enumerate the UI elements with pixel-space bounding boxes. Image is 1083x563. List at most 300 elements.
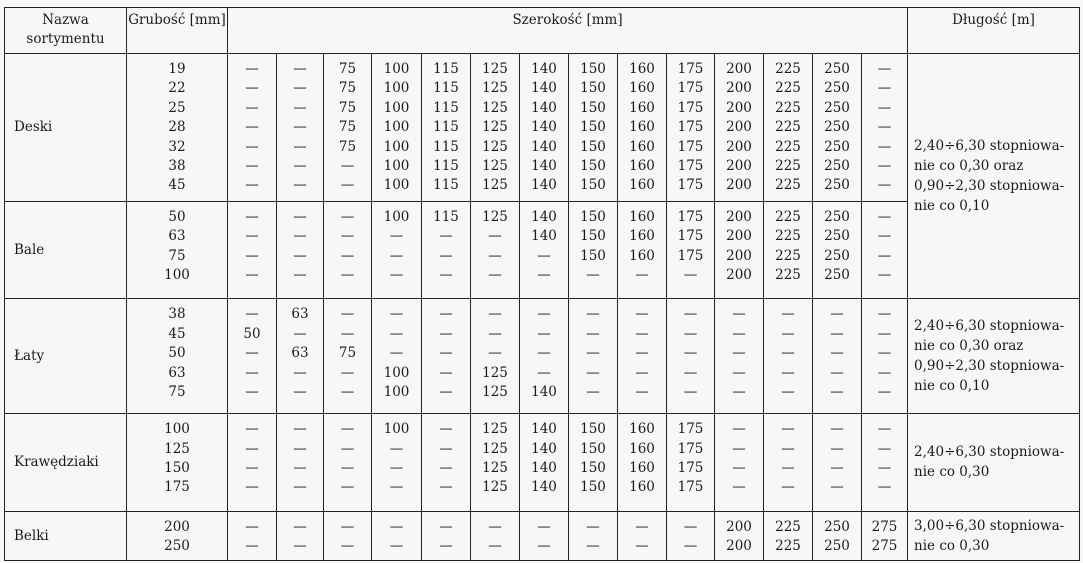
width-value: 125 bbox=[482, 364, 508, 381]
width-value: — bbox=[439, 228, 453, 245]
width-cell bbox=[422, 54, 471, 202]
width-value: 140 bbox=[531, 228, 557, 245]
width-value: 175 bbox=[677, 421, 704, 438]
width-value: — bbox=[877, 208, 892, 225]
width-value: — bbox=[781, 384, 795, 400]
width-value: — bbox=[293, 267, 307, 284]
width-value: — bbox=[537, 364, 551, 381]
width-value: 200 bbox=[726, 80, 752, 97]
thickness-cell bbox=[127, 299, 228, 414]
width-value: 160 bbox=[629, 61, 655, 77]
width-value: — bbox=[586, 518, 600, 535]
width-value: — bbox=[245, 138, 259, 155]
width-value: — bbox=[293, 538, 307, 555]
width-value: — bbox=[781, 421, 795, 438]
width-value: — bbox=[488, 267, 502, 284]
width-value: — bbox=[635, 518, 649, 535]
width-value: — bbox=[245, 306, 259, 323]
width-cell bbox=[324, 511, 372, 560]
width-cell bbox=[277, 201, 324, 299]
width-value: 125 bbox=[482, 138, 508, 155]
width-value: 100 bbox=[383, 119, 410, 136]
width-value: 250 bbox=[824, 267, 850, 284]
width-value: — bbox=[635, 306, 649, 323]
width-value: — bbox=[683, 538, 698, 555]
width-value: 100 bbox=[383, 364, 410, 381]
width-value: — bbox=[340, 459, 355, 476]
width-value: — bbox=[635, 538, 649, 555]
width-value: 150 bbox=[580, 119, 606, 136]
width-value: — bbox=[439, 364, 453, 381]
width-value: — bbox=[635, 267, 649, 284]
width-value: — bbox=[389, 325, 404, 342]
width-value: — bbox=[245, 364, 259, 381]
width-value: — bbox=[439, 518, 453, 535]
width-value: 160 bbox=[629, 208, 655, 225]
width-value: 125 bbox=[482, 177, 508, 194]
width-cell bbox=[764, 414, 813, 512]
width-value: — bbox=[245, 267, 259, 284]
length-text-line: 2,40÷6,30 stopniowa- bbox=[914, 138, 1065, 155]
width-value: 225 bbox=[775, 177, 801, 194]
width-value: — bbox=[732, 459, 746, 476]
width-value: 75 bbox=[338, 119, 357, 136]
width-value: 160 bbox=[629, 421, 655, 438]
width-value: — bbox=[439, 538, 453, 555]
width-value: 50 bbox=[243, 325, 261, 342]
width-cell bbox=[764, 54, 813, 202]
width-value: — bbox=[635, 345, 649, 362]
width-value: 225 bbox=[775, 99, 801, 116]
width-cell bbox=[228, 299, 277, 414]
width-value: 225 bbox=[775, 61, 801, 77]
width-value: — bbox=[877, 157, 892, 174]
width-value: — bbox=[245, 99, 259, 116]
width-value: — bbox=[293, 61, 307, 77]
width-cell bbox=[813, 201, 862, 299]
width-cell bbox=[862, 299, 908, 414]
width-cell bbox=[520, 54, 569, 202]
width-value: — bbox=[245, 119, 259, 136]
width-value: 200 bbox=[726, 177, 752, 194]
width-cell bbox=[618, 511, 667, 560]
length-text-line: 3,00÷6,30 stopniowa- bbox=[914, 517, 1065, 534]
width-value: — bbox=[830, 325, 844, 342]
width-cell bbox=[569, 299, 618, 414]
length-text-line: nie co 0,10 bbox=[914, 198, 990, 215]
width-value: — bbox=[293, 138, 307, 155]
width-value: 150 bbox=[580, 80, 606, 97]
width-value: 115 bbox=[433, 157, 459, 174]
width-cell bbox=[422, 201, 471, 299]
width-value: — bbox=[877, 80, 892, 97]
width-value: — bbox=[683, 364, 698, 381]
width-value: — bbox=[732, 421, 746, 438]
width-value: 160 bbox=[629, 119, 655, 136]
width-value: 140 bbox=[531, 61, 557, 77]
width-value: — bbox=[683, 345, 698, 362]
width-cell bbox=[471, 414, 520, 512]
width-value: 115 bbox=[433, 138, 459, 155]
width-value: — bbox=[245, 421, 259, 438]
width-value: — bbox=[245, 228, 259, 245]
width-value: — bbox=[877, 99, 892, 116]
width-value: 125 bbox=[482, 80, 508, 97]
width-value: 250 bbox=[824, 177, 850, 194]
width-cell bbox=[324, 54, 372, 202]
width-value: 175 bbox=[677, 247, 704, 264]
width-value: — bbox=[245, 538, 259, 555]
width-value: — bbox=[293, 440, 307, 457]
width-cell bbox=[569, 54, 618, 202]
width-value: 150 bbox=[580, 157, 606, 174]
width-value: — bbox=[586, 325, 600, 342]
thickness-cell bbox=[127, 414, 228, 512]
header-width: Szerokość [mm] bbox=[228, 8, 908, 54]
width-value: — bbox=[877, 228, 892, 245]
width-value: 250 bbox=[824, 157, 850, 174]
width-cell bbox=[324, 299, 372, 414]
width-value: 140 bbox=[531, 384, 557, 400]
width-cell bbox=[813, 511, 862, 560]
width-value: — bbox=[781, 479, 795, 496]
assortment-name: Krawędziaki bbox=[5, 414, 127, 512]
width-value: — bbox=[293, 325, 307, 342]
width-value: — bbox=[245, 479, 259, 496]
width-value: 225 bbox=[775, 247, 801, 264]
width-value: — bbox=[245, 177, 259, 194]
width-value: 115 bbox=[433, 119, 459, 136]
width-value: — bbox=[245, 208, 259, 225]
width-value: 200 bbox=[726, 228, 752, 245]
width-cell bbox=[471, 201, 520, 299]
width-value: — bbox=[340, 440, 355, 457]
width-cell bbox=[569, 414, 618, 512]
width-value: — bbox=[340, 267, 355, 284]
width-cell bbox=[715, 414, 764, 512]
width-cell bbox=[372, 414, 422, 512]
width-value: 225 bbox=[775, 208, 801, 225]
width-cell bbox=[715, 54, 764, 202]
width-cell bbox=[277, 54, 324, 202]
width-value: — bbox=[340, 157, 355, 174]
width-value: — bbox=[389, 518, 404, 535]
width-value: 140 bbox=[531, 80, 557, 97]
width-value: — bbox=[439, 459, 453, 476]
thickness-value: 250 bbox=[164, 538, 190, 555]
width-value: 125 bbox=[482, 119, 508, 136]
header-thickness: Grubość [mm] bbox=[127, 8, 228, 54]
width-value: — bbox=[781, 325, 795, 342]
width-value: — bbox=[877, 325, 892, 342]
width-value: — bbox=[683, 325, 698, 342]
width-value: — bbox=[293, 459, 307, 476]
width-cell bbox=[520, 201, 569, 299]
thickness-value: 100 bbox=[164, 267, 190, 284]
width-value: 150 bbox=[580, 228, 606, 245]
width-value: 75 bbox=[338, 138, 357, 155]
width-cell bbox=[277, 511, 324, 560]
width-cell bbox=[569, 511, 618, 560]
width-value: 125 bbox=[482, 421, 508, 438]
width-value: 200 bbox=[726, 538, 752, 555]
width-value: — bbox=[537, 247, 551, 264]
table-body bbox=[5, 54, 1080, 561]
width-value: 250 bbox=[824, 99, 850, 116]
width-value: — bbox=[877, 345, 892, 362]
length-text-line: 2,40÷6,30 stopniowa- bbox=[914, 318, 1065, 335]
width-value: 225 bbox=[775, 538, 801, 555]
width-value: 115 bbox=[433, 80, 459, 97]
width-value: — bbox=[877, 306, 892, 323]
width-value: 250 bbox=[824, 138, 850, 155]
width-value: — bbox=[245, 157, 259, 174]
width-value: 100 bbox=[383, 384, 410, 400]
width-value: — bbox=[293, 228, 307, 245]
width-value: 125 bbox=[482, 384, 508, 400]
thickness-value: 28 bbox=[168, 119, 186, 136]
width-value: 175 bbox=[677, 80, 704, 97]
width-value: 100 bbox=[383, 208, 410, 225]
width-value: 225 bbox=[775, 518, 801, 535]
width-cell bbox=[618, 201, 667, 299]
width-value: — bbox=[293, 247, 307, 264]
width-value: — bbox=[635, 384, 649, 400]
width-value: — bbox=[781, 306, 795, 323]
thickness-value: 125 bbox=[164, 440, 190, 457]
width-value: — bbox=[389, 267, 404, 284]
length-cell bbox=[908, 54, 1080, 299]
width-value: — bbox=[293, 119, 307, 136]
width-value: — bbox=[683, 384, 698, 400]
width-value: 160 bbox=[629, 157, 655, 174]
width-value: — bbox=[830, 440, 844, 457]
width-value: — bbox=[732, 345, 746, 362]
width-value: 175 bbox=[677, 61, 704, 77]
lumber-dimensions-table bbox=[4, 7, 1080, 561]
width-value: 140 bbox=[531, 208, 557, 225]
table-row bbox=[5, 511, 1080, 560]
width-cell bbox=[277, 414, 324, 512]
width-value: 200 bbox=[726, 267, 752, 284]
width-cell bbox=[422, 414, 471, 512]
width-cell bbox=[372, 511, 422, 560]
thickness-value: 45 bbox=[168, 325, 186, 342]
width-value: — bbox=[732, 384, 746, 400]
width-value: 175 bbox=[677, 479, 704, 496]
width-cell bbox=[764, 299, 813, 414]
width-value: — bbox=[586, 267, 600, 284]
header-name: Nazwa sortymentu bbox=[5, 8, 127, 54]
width-value: 140 bbox=[531, 440, 557, 457]
length-text-line: nie co 0,10 bbox=[914, 378, 990, 395]
thickness-cell bbox=[127, 201, 228, 299]
width-cell bbox=[422, 299, 471, 414]
width-value: 175 bbox=[677, 157, 704, 174]
width-value: — bbox=[439, 421, 453, 438]
width-value: — bbox=[488, 325, 502, 342]
width-value: 125 bbox=[482, 99, 508, 116]
length-cell bbox=[908, 414, 1080, 512]
width-cell bbox=[667, 54, 715, 202]
width-value: 150 bbox=[580, 177, 606, 194]
width-value: — bbox=[537, 267, 551, 284]
length-cell bbox=[908, 299, 1080, 414]
thickness-value: 45 bbox=[168, 177, 186, 194]
width-value: 225 bbox=[775, 267, 801, 284]
width-value: — bbox=[439, 306, 453, 323]
width-cell bbox=[520, 414, 569, 512]
thickness-value: 22 bbox=[168, 80, 186, 97]
width-value: 160 bbox=[629, 80, 655, 97]
width-cell bbox=[715, 299, 764, 414]
width-value: 200 bbox=[726, 119, 752, 136]
width-value: — bbox=[877, 384, 892, 400]
length-text-line: nie co 0,30 oraz bbox=[914, 158, 1024, 175]
width-value: — bbox=[877, 421, 892, 438]
width-cell bbox=[372, 54, 422, 202]
width-cell bbox=[618, 414, 667, 512]
width-value: 160 bbox=[629, 459, 655, 476]
thickness-value: 175 bbox=[164, 479, 190, 496]
width-value: — bbox=[340, 384, 355, 400]
width-value: 250 bbox=[824, 208, 850, 225]
width-value: 275 bbox=[871, 518, 898, 535]
width-value: — bbox=[586, 364, 600, 381]
thickness-cell bbox=[127, 54, 228, 202]
width-value: — bbox=[439, 247, 453, 264]
width-value: 140 bbox=[531, 119, 557, 136]
width-value: — bbox=[877, 440, 892, 457]
width-value: — bbox=[732, 440, 746, 457]
width-value: — bbox=[537, 306, 551, 323]
width-value: 125 bbox=[482, 459, 508, 476]
width-value: — bbox=[877, 119, 892, 136]
width-cell bbox=[764, 511, 813, 560]
width-value: 250 bbox=[824, 228, 850, 245]
width-value: — bbox=[877, 364, 892, 381]
width-value: 175 bbox=[677, 459, 704, 476]
width-value: — bbox=[781, 345, 795, 362]
width-value: — bbox=[781, 364, 795, 381]
length-text-line: 0,90÷2,30 stopniowa- bbox=[914, 178, 1065, 195]
thickness-cell bbox=[127, 511, 228, 560]
width-value: 140 bbox=[531, 99, 557, 116]
width-value: — bbox=[488, 228, 502, 245]
thickness-value: 100 bbox=[164, 421, 190, 438]
width-value: 125 bbox=[482, 440, 508, 457]
width-cell bbox=[715, 201, 764, 299]
width-value: — bbox=[781, 459, 795, 476]
width-cell bbox=[764, 201, 813, 299]
width-cell bbox=[324, 414, 372, 512]
width-value: 175 bbox=[677, 99, 704, 116]
width-value: 150 bbox=[580, 479, 606, 496]
width-value: — bbox=[439, 440, 453, 457]
width-cell bbox=[813, 414, 862, 512]
assortment-name: Deski bbox=[5, 54, 127, 202]
width-value: 200 bbox=[726, 61, 752, 77]
width-value: — bbox=[488, 306, 502, 323]
width-value: — bbox=[877, 267, 892, 284]
width-value: — bbox=[877, 138, 892, 155]
thickness-value: 19 bbox=[168, 61, 186, 77]
width-value: — bbox=[245, 440, 259, 457]
thickness-value: 63 bbox=[168, 228, 186, 245]
width-value: 63 bbox=[291, 345, 309, 362]
width-value: 250 bbox=[824, 538, 850, 555]
width-value: 125 bbox=[482, 157, 508, 174]
width-value: 125 bbox=[482, 479, 508, 496]
width-value: — bbox=[340, 208, 355, 225]
width-value: — bbox=[537, 325, 551, 342]
width-value: — bbox=[340, 228, 355, 245]
width-value: 150 bbox=[580, 440, 606, 457]
width-value: 115 bbox=[433, 99, 459, 116]
width-value: — bbox=[293, 364, 307, 381]
width-cell bbox=[471, 54, 520, 202]
width-value: — bbox=[293, 177, 307, 194]
width-cell bbox=[324, 201, 372, 299]
width-value: — bbox=[340, 325, 355, 342]
width-value: — bbox=[293, 479, 307, 496]
width-value: 100 bbox=[383, 61, 410, 77]
width-value: — bbox=[488, 247, 502, 264]
length-text-line: 2,40÷6,30 stopniowa- bbox=[914, 444, 1065, 461]
width-value: — bbox=[245, 518, 259, 535]
width-cell bbox=[813, 299, 862, 414]
width-value: — bbox=[683, 306, 698, 323]
width-cell bbox=[813, 54, 862, 202]
width-value: — bbox=[877, 61, 892, 77]
width-cell bbox=[422, 511, 471, 560]
width-value: — bbox=[389, 228, 404, 245]
width-value: 150 bbox=[580, 99, 606, 116]
thickness-value: 75 bbox=[168, 247, 186, 264]
width-value: — bbox=[389, 440, 404, 457]
width-value: 160 bbox=[629, 247, 655, 264]
width-value: — bbox=[732, 364, 746, 381]
length-cell bbox=[908, 511, 1080, 560]
width-cell bbox=[618, 54, 667, 202]
width-value: — bbox=[439, 267, 453, 284]
length-text-line: 0,90÷2,30 stopniowa- bbox=[914, 358, 1065, 375]
width-value: — bbox=[877, 479, 892, 496]
width-cell bbox=[228, 511, 277, 560]
width-value: 75 bbox=[338, 61, 357, 77]
width-value: — bbox=[439, 384, 453, 400]
width-value: 115 bbox=[433, 61, 459, 77]
width-value: — bbox=[340, 247, 355, 264]
width-cell bbox=[471, 511, 520, 560]
width-cell bbox=[862, 201, 908, 299]
width-cell bbox=[372, 299, 422, 414]
width-value: 200 bbox=[726, 99, 752, 116]
width-value: — bbox=[389, 345, 404, 362]
width-value: 250 bbox=[824, 80, 850, 97]
width-cell bbox=[862, 511, 908, 560]
width-value: — bbox=[732, 325, 746, 342]
width-value: 160 bbox=[629, 479, 655, 496]
width-value: — bbox=[830, 479, 844, 496]
width-value: — bbox=[877, 459, 892, 476]
width-value: — bbox=[293, 384, 307, 400]
width-value: 200 bbox=[726, 157, 752, 174]
width-cell bbox=[228, 54, 277, 202]
width-value: — bbox=[293, 518, 307, 535]
table-row bbox=[5, 299, 1080, 414]
width-value: — bbox=[245, 384, 259, 400]
